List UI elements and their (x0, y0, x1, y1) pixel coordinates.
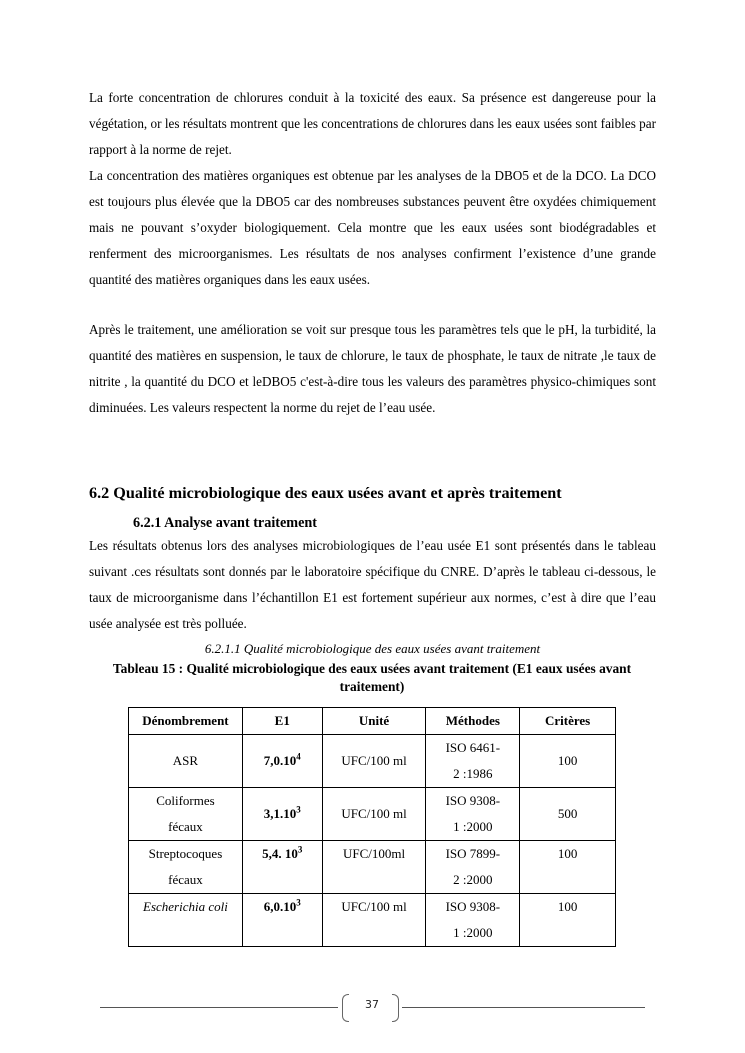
cell-method (426, 894, 520, 947)
footer-bracket-right (392, 994, 399, 1022)
table-row (129, 841, 616, 894)
header-criteres: Critères (520, 708, 616, 735)
cell-name (129, 841, 243, 894)
cell-unit: UFC/100 ml (322, 894, 426, 947)
paragraph-matieres-organiques: La concentration des matières organiques est obtenue par les analyses de la DBO5 et de la DCO. La DCO est toujours plus élevée que la DBO5 car des nombreuses substances peuvent être oxydées chimiquement mais ne pouvant s’oxyder biologiquement. Cela montre que les eaux usées sont biodégradables et renferment des microorganismes. Les résultats de nos analyses confirment l’existence d’une grande quantité des matières organiques dans les eaux usées. (89, 168, 656, 287)
cell-method-line-2: 1 :2000 (453, 819, 493, 834)
cell-e1-base: 5,4. 10 (262, 846, 298, 861)
cell-name-line-2: fécaux (168, 872, 203, 887)
table-caption: Tableau 15 : Qualité microbiologique des eaux usées avant traitement (E1 eaux usées avant traitement) (112, 661, 632, 694)
header-denombrement: Dénombrement (129, 708, 243, 735)
header-methodes: Méthodes (426, 708, 520, 735)
cell-name (129, 788, 243, 841)
microbiology-table (128, 707, 616, 947)
header-e1: E1 (242, 708, 322, 735)
cell-e1 (242, 894, 322, 947)
footer-bracket-left (342, 994, 349, 1022)
cell-unit: UFC/100 ml (322, 788, 426, 841)
cell-e1 (242, 841, 322, 894)
cell-criteria: 500 (520, 788, 616, 841)
paragraph-chlorures: La forte concentration de chlorures conduit à la toxicité des eaux. Sa présence est dangereuse pour la végétation, or les résultats montrent que les concentrations de chlorures dans les eaux usées sont faibles par rapport à la norme de rejet. (89, 90, 656, 157)
cell-e1-exponent: 4 (296, 751, 301, 762)
cell-name-line-2: fécaux (168, 819, 203, 834)
cell-method-line-2: 2 :1986 (453, 766, 493, 781)
footer-rule-right (402, 1007, 645, 1008)
cell-method (426, 735, 520, 788)
cell-method-line-1: ISO 7899- (445, 846, 501, 861)
table-row (129, 735, 616, 788)
cell-e1-base: 3,1.10 (263, 806, 297, 821)
cell-name-line-1: Coliformes (156, 793, 215, 808)
cell-e1-base: 7,0.10 (263, 753, 297, 768)
header-unite: Unité (322, 708, 426, 735)
cell-method-line-2: 2 :2000 (453, 872, 493, 887)
cell-method-line-1: ISO 6461- (445, 740, 501, 755)
cell-method-line-1: ISO 9308- (445, 793, 501, 808)
table-row (129, 894, 616, 947)
cell-criteria: 100 (520, 841, 616, 894)
cell-method-line-2: 1 :2000 (453, 925, 493, 940)
cell-method-line-1: ISO 9308- (445, 899, 501, 914)
cell-e1-exponent: 3 (296, 897, 301, 908)
cell-name: ASR (129, 735, 243, 788)
section-heading: 6.2 Qualité microbiologique des eaux usées avant et après traitement (89, 484, 562, 502)
cell-unit: UFC/100 ml (322, 735, 426, 788)
page-number: 37 (365, 998, 379, 1011)
subsection-heading: 6.2.1 Analyse avant traitement (133, 515, 318, 531)
cell-name-line-1: Streptocoques (148, 846, 223, 861)
cell-unit: UFC/100ml (322, 841, 426, 894)
table-header-row (129, 708, 616, 735)
cell-e1-base: 6,0.10 (263, 899, 297, 914)
cell-e1 (242, 788, 322, 841)
cell-criteria: 100 (520, 894, 616, 947)
cell-criteria: 100 (520, 735, 616, 788)
paragraph-analyse-microbiologique: Les résultats obtenus lors des analyses microbiologiques de l’eau usée E1 sont présentés dans le tableau suivant .ces résultats sont donnés par le laboratoire spécifique du CNRE. D’après le tableau ci-dessous, le taux de microorganisme dans l’échantillon E1 est fortement supérieur aux normes, c’est à dire que l’eau usée analysée est très polluée. (89, 538, 656, 631)
footer-rule-left (100, 1007, 338, 1008)
cell-name: Escherichia coli (129, 894, 243, 947)
cell-e1-exponent: 3 (296, 804, 301, 815)
cell-e1-exponent: 3 (297, 844, 303, 855)
sub-subsection-caption: 6.2.1.1 Qualité microbiologique des eaux usées avant traitement (204, 641, 541, 656)
table-row (129, 788, 616, 841)
cell-e1 (242, 735, 322, 788)
cell-method (426, 841, 520, 894)
cell-method (426, 788, 520, 841)
paragraph-apres-traitement: Après le traitement, une amélioration se voit sur presque tous les paramètres tels que le pH, la turbidité, la quantité des matières en suspension, le taux de chlorure, le taux de phosphate, le taux de nitrate ,le taux de nitrite , la quantité du DCO et leDBO5 c'est-à-dire tous les valeurs des paramètres physico-chimiques sont diminuées. Les valeurs respectent la norme du rejet de l’eau usée. (89, 322, 656, 415)
